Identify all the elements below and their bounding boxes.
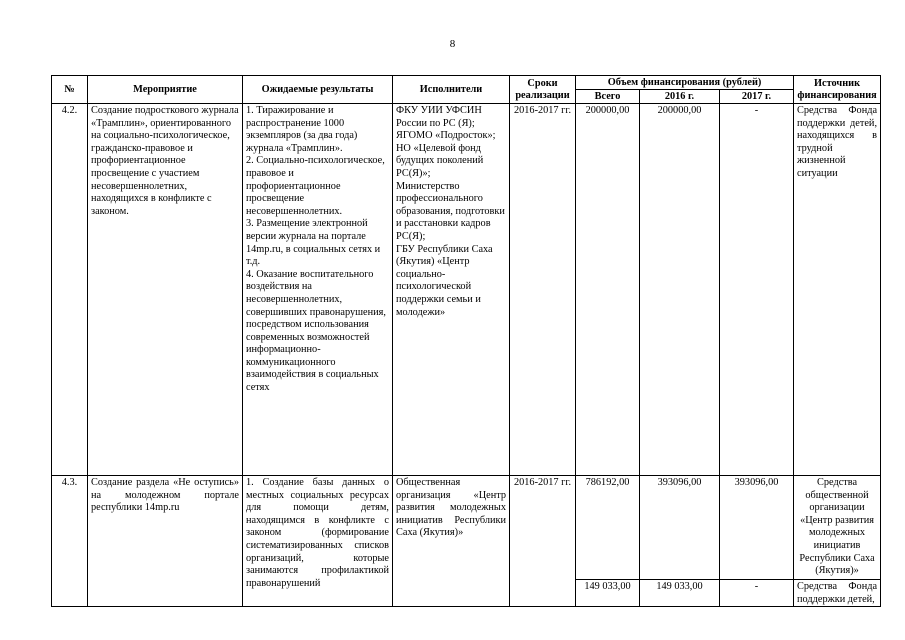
header-terms: Сроки реализации [510, 76, 576, 104]
total-cell: 786192,00 [576, 476, 640, 580]
source-cell: Средства Фонда поддержки детей, [794, 580, 881, 607]
amount-2016-cell: 200000,00 [640, 104, 720, 476]
header-results: Ожидаемые результаты [243, 76, 393, 104]
terms-cell: 2016-2017 гг. [510, 104, 576, 476]
page-number: 8 [449, 38, 456, 50]
total-cell: 149 033,00 [576, 580, 640, 607]
source-cell: Средства Фонда поддержки детей, находящихся в трудной жизненной ситуации [794, 104, 881, 476]
event-cell: Создание раздела «Не оступись» на молодежном портале республики 14mp.ru [88, 476, 243, 607]
header-row [52, 76, 881, 90]
terms-cell: 2016-2017 гг. [510, 476, 576, 607]
total-cell: 200000,00 [576, 104, 640, 476]
row-number: 4.2. [52, 104, 88, 476]
header-2017: 2017 г. [720, 90, 794, 104]
executors-cell: ФКУ УИИ УФСИН России по РС (Я); ЯГОМО «Подросток»; НО «Целевой фонд будущих поколений РС(Я)»; Министерство профессионального образования, подготовки и расстановки кадров РС(Я); ГБУ Республики Саха (Якутия) «Центр социально-психологической поддержки семьи и молодежи» [393, 104, 510, 476]
amount-2017-cell: - [720, 580, 794, 607]
source-cell: Средства общественной организации «Центр развития молодежных инициатив Республики Саха (Якутия)» [794, 476, 881, 580]
header-num: № [52, 76, 88, 104]
results-cell: 1. Тиражирование и распространение 1000 экземпляров (за два года) журнала «Трамплин». 2. Социально-психологическое, правовое и профориентационное просвещение несовершеннолетних. 3. Размещение электронной версии журнала на портале 14mp.ru, в социальных сетях и т.д. 4. Оказание воспитательного воздействия на несовершеннолетних, совершивших правонарушения, посредством использования современных возможностей информационно-коммуникационного взаимодействия в социальных сетях [243, 104, 393, 476]
amount-2017-cell: 393096,00 [720, 476, 794, 580]
header-2016: 2016 г. [640, 90, 720, 104]
executors-cell: Общественная организация «Центр развития молодежных инициатив Республики Саха (Якутия)» [393, 476, 510, 607]
header-total: Всего [576, 90, 640, 104]
header-event: Мероприятие [88, 76, 243, 104]
table-row [52, 476, 881, 580]
header-funding: Объем финансирования (рублей) [576, 76, 794, 90]
event-cell: Создание подросткового журнала «Трамплин», ориентированного на социально-психологическое, гражданско-правовое и профориентационное просвещение с участием несовершеннолетних, находящихся в конфликте с законом. [88, 104, 243, 476]
amount-2016-cell: 149 033,00 [640, 580, 720, 607]
header-executors: Исполнители [393, 76, 510, 104]
program-table [51, 75, 881, 607]
results-cell: 1. Создание базы данных о местных социальных ресурсах для помощи детям, находящимся в конфликте с законом (формирование систематизированных списков организаций, которые занимаются профилактикой правонарушений [243, 476, 393, 607]
header-source: Источник финансирования [794, 76, 881, 104]
amount-2017-cell: - [720, 104, 794, 476]
amount-2016-cell: 393096,00 [640, 476, 720, 580]
row-number: 4.3. [52, 476, 88, 607]
table-row [52, 104, 881, 476]
